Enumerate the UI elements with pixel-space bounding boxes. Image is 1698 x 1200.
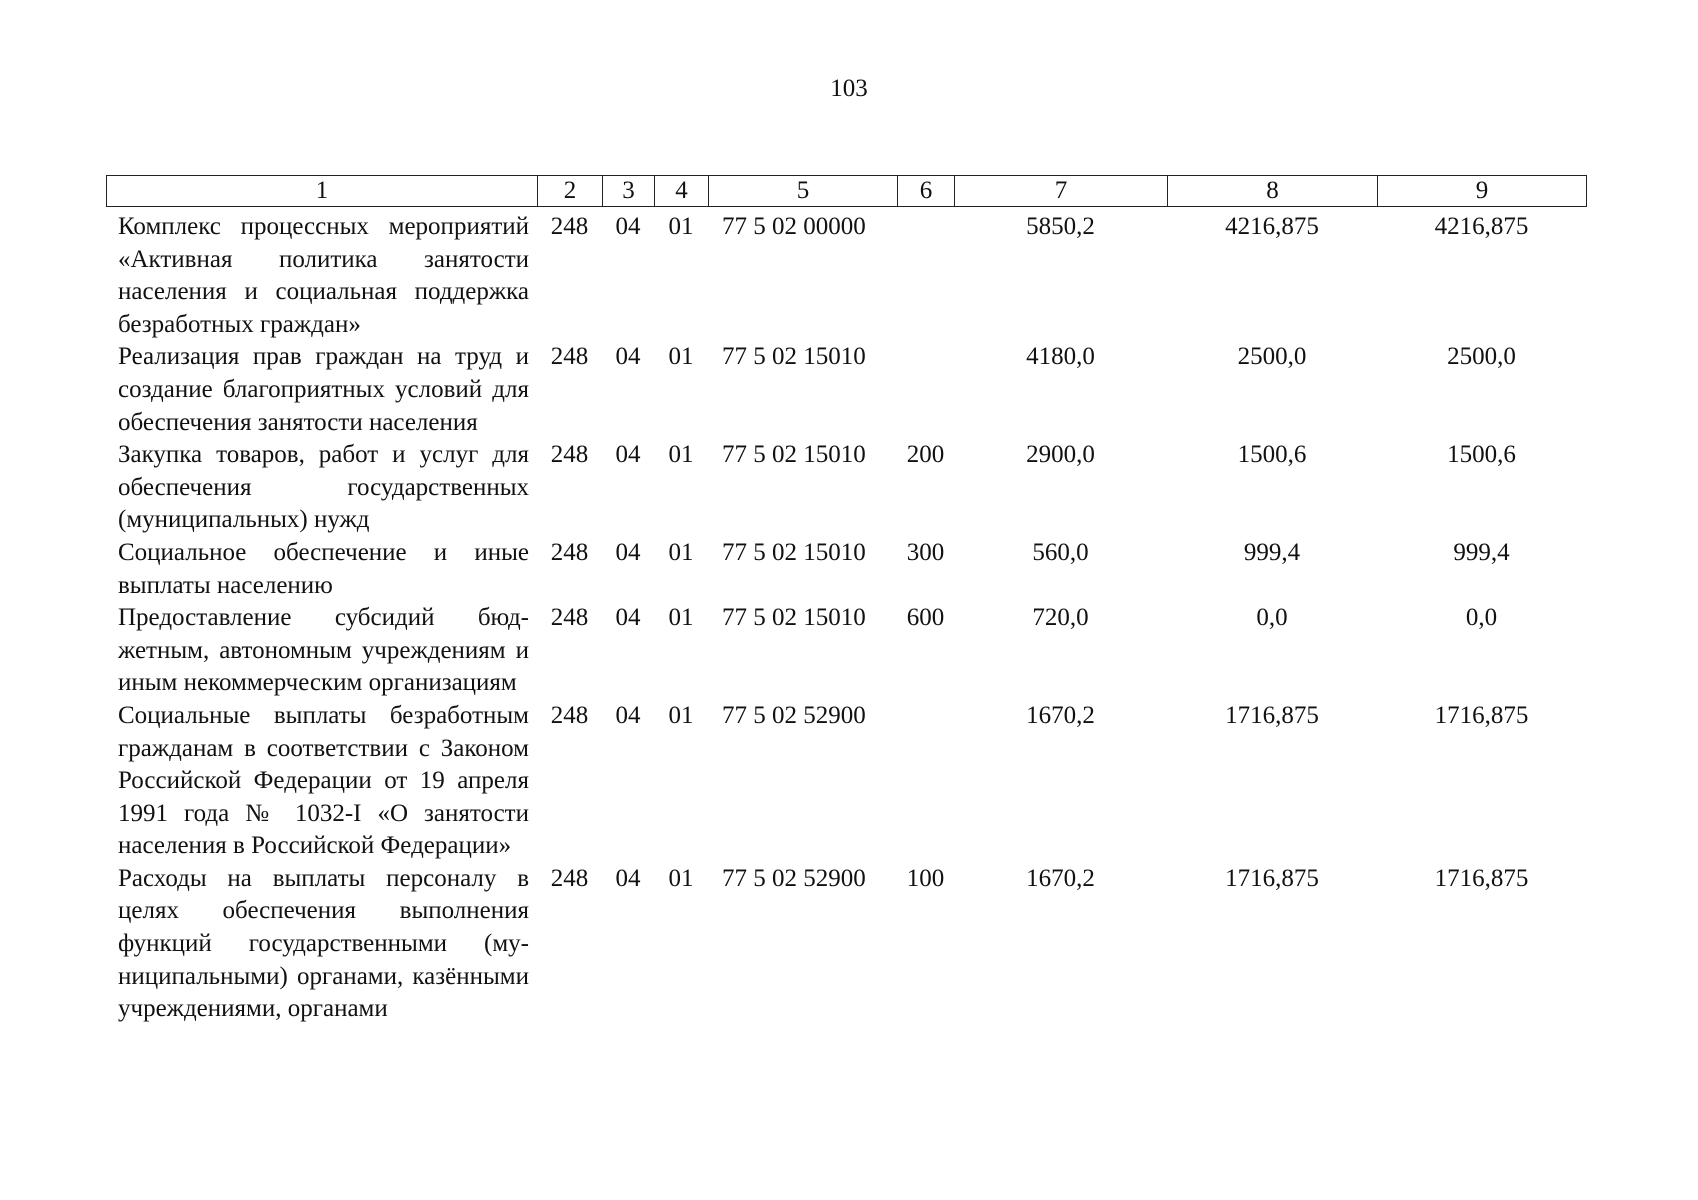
cell-col-4: 01: [668, 538, 694, 566]
row-name: Комплекс процессных мероприятий «Активная политика занятости населения и социальная поддержка безработных граждан»: [118, 213, 529, 338]
cell-col-8: 999,4: [1243, 538, 1301, 566]
page-number: 103: [830, 75, 868, 102]
column-header-9: 9: [1378, 176, 1587, 207]
cell-col-6: 300: [906, 538, 945, 566]
cell-col-5: 77 5 02 15010: [722, 441, 866, 469]
cell-col-8: 2500,0: [1237, 343, 1307, 371]
cell-col-6: 600: [906, 604, 945, 632]
table-row: [106, 537, 1586, 602]
cell-col-8: 1500,6: [1237, 441, 1307, 469]
column-header-2: 2: [538, 176, 603, 207]
cell-col-9: 999,4: [1453, 538, 1510, 566]
cell-col-3: 04: [615, 864, 641, 892]
cell-col-2: 248: [550, 538, 589, 566]
cell-col-8: 4216,875: [1225, 213, 1319, 240]
column-header-1: 1: [107, 176, 538, 207]
table-header: [106, 175, 1587, 207]
cell-col-4: 01: [668, 864, 694, 892]
cell-col-3: 04: [615, 441, 641, 469]
cell-col-2: 248: [550, 701, 589, 729]
cell-col-5: 77 5 02 15010: [722, 538, 866, 566]
table-row: [106, 439, 1586, 537]
cell-col-4: 01: [668, 213, 694, 240]
cell-col-7: 1670,2: [1026, 701, 1095, 729]
cell-col-2: 248: [550, 441, 589, 469]
cell-col-4: 01: [668, 441, 694, 469]
row-name: Предоставление субсидий бюджетным, автономным учреждениям и иным некоммерческим организациям: [118, 604, 529, 697]
table-row: [106, 211, 1586, 341]
cell-col-3: 04: [615, 604, 641, 632]
cell-col-5: 77 5 02 15010: [722, 604, 866, 632]
row-name: Социальное обеспечение и иные выплаты населению: [118, 538, 529, 599]
cell-col-5: 77 5 02 52900: [722, 864, 866, 892]
cell-col-3: 04: [615, 538, 641, 566]
cell-col-3: 04: [615, 701, 641, 729]
cell-col-7: 1670,2: [1026, 864, 1095, 892]
table-row: [106, 602, 1586, 700]
cell-col-2: 248: [550, 213, 589, 240]
cell-col-7: 560,0: [1032, 538, 1089, 566]
cell-col-8: 0,0: [1256, 604, 1288, 632]
row-name: Социальные выплаты безработным гражданам в соответствии с Законом Российской Федерации от 19 апреля 1991 года № 1032-I «О занятости населения в Российской Федерации»: [118, 701, 529, 860]
cell-col-7: 720,0: [1032, 604, 1089, 632]
column-header-6: 6: [898, 176, 955, 207]
cell-col-9: 1716,875: [1434, 864, 1529, 892]
cell-col-9: 1716,875: [1434, 701, 1529, 729]
cell-col-8: 1716,875: [1225, 701, 1319, 729]
cell-col-7: 4180,0: [1026, 343, 1095, 371]
cell-col-8: 1716,875: [1225, 864, 1319, 892]
column-header-7: 7: [955, 176, 1168, 207]
cell-col-9: 0,0: [1465, 604, 1498, 632]
cell-col-9: 2500,0: [1447, 343, 1516, 371]
cell-col-2: 248: [550, 343, 589, 371]
row-name: Закупка товаров, работ и услуг для обеспечения государственных (муниципальных) нужд: [118, 441, 529, 534]
cell-col-5: 77 5 02 00000: [722, 213, 866, 240]
cell-col-5: 77 5 02 15010: [722, 343, 866, 371]
table-row: [106, 863, 1586, 1026]
column-header-8: 8: [1168, 176, 1378, 207]
table-body: [106, 211, 1586, 1026]
cell-col-7: 5850,2: [1026, 213, 1095, 240]
row-name: Расходы на выплаты персоналу в целях обеспечения выполнения функций государственными (муниципальными) органами, казёнными учреждениями, органами: [118, 864, 529, 1023]
cell-col-6: 200: [906, 441, 945, 469]
cell-col-6: 100: [906, 864, 945, 892]
cell-col-6: [897, 211, 954, 341]
table-row: [106, 341, 1586, 439]
cell-col-3: 04: [615, 213, 641, 240]
cell-col-4: 01: [668, 604, 694, 632]
cell-col-6: [897, 700, 954, 863]
cell-col-9: 1500,6: [1447, 441, 1516, 469]
cell-col-3: 04: [615, 343, 641, 371]
cell-col-2: 248: [550, 864, 589, 892]
cell-col-4: 01: [668, 343, 694, 371]
cell-col-4: 01: [668, 701, 694, 729]
column-header-5: 5: [709, 176, 898, 207]
cell-col-6: [897, 341, 954, 439]
column-header-3: 3: [603, 176, 655, 207]
column-header-4: 4: [655, 176, 709, 207]
cell-col-2: 248: [550, 604, 589, 632]
cell-col-9: 4216,875: [1434, 213, 1529, 240]
cell-col-7: 2900,0: [1026, 441, 1095, 469]
row-name: Реализация прав граждан на труд и создание благоприятных условий для обеспечения занятости населения: [118, 343, 529, 436]
table-row: [106, 700, 1586, 863]
cell-col-5: 77 5 02 52900: [722, 701, 866, 729]
